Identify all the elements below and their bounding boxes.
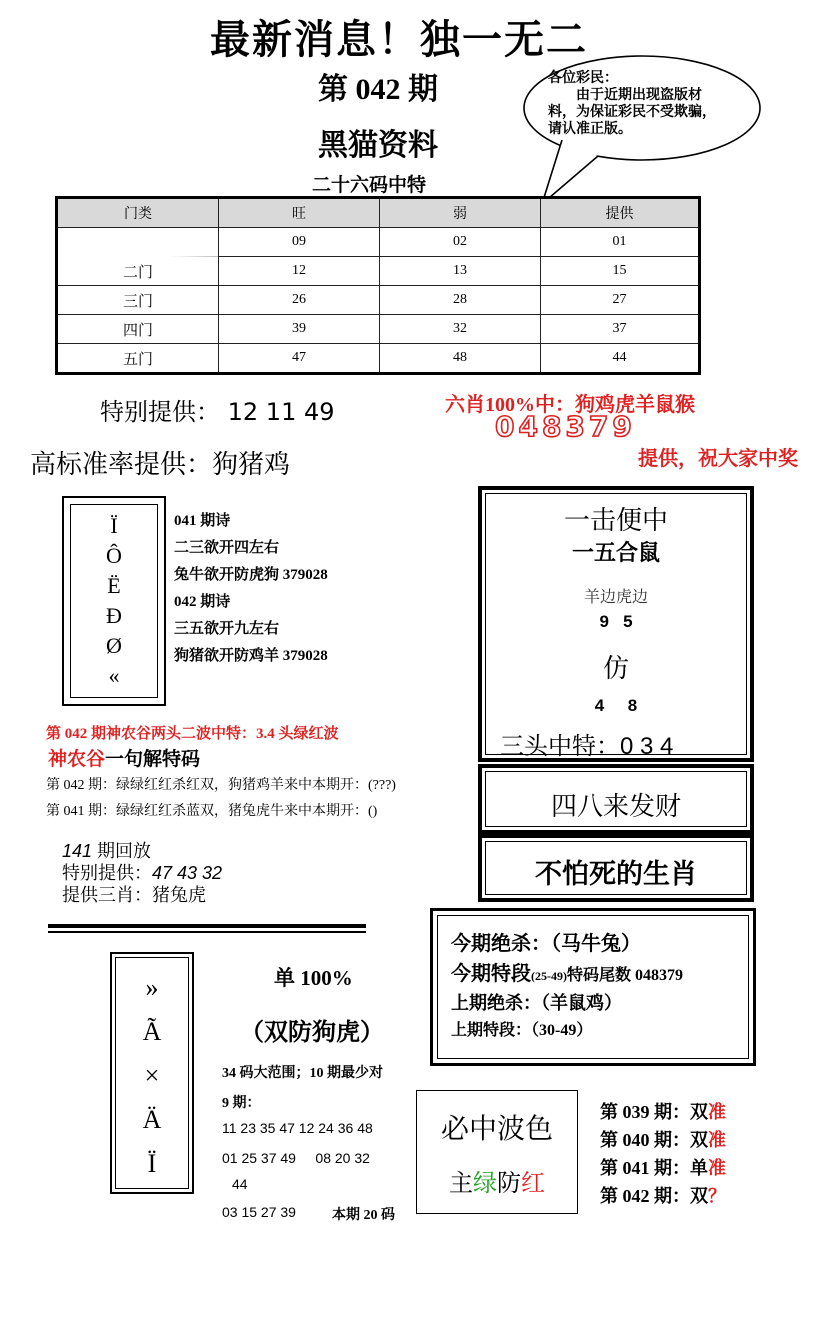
table-cell: 09 [219, 228, 380, 257]
four-eight-box [478, 764, 754, 834]
table-header-row [57, 198, 700, 228]
hit-three-head: 三头中特：0 3 4 [500, 733, 674, 760]
kill-line: 今期绝杀：（马牛兔） [451, 933, 641, 955]
no-fear-text: 不怕死的生肖 [535, 859, 697, 889]
table-cell: 32 [380, 315, 541, 344]
glyph-box-inner [70, 504, 158, 698]
wave-red: 红 [521, 1171, 545, 1197]
table-cell: 27 [541, 286, 700, 315]
single-row: 01 25 37 49 08 20 32 [222, 1150, 370, 1166]
row-label: 四门 [57, 315, 219, 344]
single-row-tail: 本期 20 码 [332, 1208, 395, 1223]
table-cell: 02 [380, 228, 541, 257]
wave-green: 绿 [473, 1171, 497, 1197]
review-issue: 141 [62, 841, 93, 861]
kill-segment-range: (25-49) [531, 969, 567, 983]
wave-box [416, 1090, 578, 1214]
glyph-char: Ð [106, 603, 122, 628]
glyph-char: » [145, 973, 159, 1002]
six-zodiac-line: 六肖100%中：狗鸡虎羊鼠猴 [445, 394, 695, 416]
table-cell: 13 [380, 257, 541, 286]
history-mark: 准 [708, 1130, 726, 1150]
glyph-box-left-2 [110, 952, 194, 1194]
glyph-char: Ï [147, 1149, 157, 1178]
special-offer: 特别提供： 12 11 49 [100, 398, 335, 426]
glyph-box-left [62, 496, 166, 706]
shennong-title: 第 042 期神农谷两头二波中特：3.4 头绿红波 [46, 726, 339, 742]
smudge-overlay [58, 228, 218, 264]
poem-line: 兔牛欲开防虎狗 379028 [174, 567, 328, 583]
table-header: 弱 [380, 198, 541, 228]
hit-nums1: 9 5 [599, 612, 633, 631]
hit-side: 羊边虎边 [583, 589, 648, 606]
history-label: 第 039 期：双 [600, 1102, 708, 1122]
wave-fang: 防 [497, 1171, 521, 1197]
table-header: 旺 [219, 198, 380, 228]
single-row: 11 23 35 47 12 24 36 48 [222, 1120, 373, 1136]
glyph-char: Ä [142, 1105, 162, 1134]
row-label: 五门 [57, 344, 219, 374]
history-item [600, 1182, 726, 1208]
row-label: 三门 [57, 286, 219, 315]
table-caption: 二十六码中特 [312, 175, 427, 196]
row-label: 二门 [57, 257, 219, 286]
single-row: 03 15 27 39 [222, 1204, 296, 1220]
glyph-char: × [144, 1061, 160, 1090]
glyph-char: « [108, 663, 120, 688]
kill-line [451, 957, 683, 986]
history-mark: 准 [708, 1158, 726, 1178]
wave-title: 必中波色 [440, 1114, 553, 1145]
poem-line: 041 期诗 [174, 513, 231, 529]
kill-box [430, 908, 756, 1066]
six-digits: 048379 [495, 410, 636, 443]
shennong-subtitle [48, 744, 200, 771]
kill-line: 上期绝杀：（羊鼠鸡） [451, 993, 622, 1013]
poem-line: 二三欲开四左右 [174, 540, 280, 556]
table-cell: 28 [380, 286, 541, 315]
wave-main: 主 [449, 1171, 473, 1197]
shennong-line: 第 042 期：绿绿红红杀红双，狗猪鸡羊来中本期开：(???) [46, 778, 396, 793]
history-label: 第 041 期：单 [600, 1158, 708, 1178]
table-cell: 48 [380, 344, 541, 374]
history-mark: 准 [708, 1102, 726, 1122]
main-table [55, 196, 701, 375]
divider-thick [48, 924, 366, 928]
single-title: 单 100% [274, 966, 353, 990]
history-item [600, 1154, 726, 1180]
history-item [600, 1098, 726, 1124]
kill-line: 上期特段：（30-49） [451, 1022, 593, 1039]
glyph-char: Ã [142, 1017, 162, 1046]
table-cell: 37 [541, 315, 700, 344]
hit-title: 一击便中 [563, 506, 668, 535]
glyph-char: Ë [107, 573, 121, 598]
poem-line: 狗猪欲开防鸡羊 379028 [174, 648, 328, 664]
table-cell: 26 [219, 286, 380, 315]
table-header: 门类 [57, 198, 219, 228]
table-cell: 15 [541, 257, 700, 286]
hit-fang: 仿 [602, 654, 629, 683]
review-three: 提供三肖：猪兔虎 [62, 885, 206, 905]
shennong-line: 第 041 期：绿绿红红杀蓝双，猪兔虎牛来中本期开：() [46, 804, 378, 819]
hit-box [478, 486, 754, 762]
table-cell: 44 [541, 344, 700, 374]
wave-line [417, 1163, 577, 1198]
history-mark: ？ [708, 1186, 726, 1206]
table-cell: 12 [219, 257, 380, 286]
table-row [57, 344, 700, 374]
divider-thin [48, 931, 366, 933]
table-header: 提供 [541, 198, 700, 228]
best-wish: 提供，祝大家中奖 [638, 448, 798, 470]
history-label: 第 042 期：双 [600, 1186, 708, 1206]
kill-segment-label: 今期特段 [451, 963, 531, 985]
table-cell: 47 [219, 344, 380, 374]
review-special-label: 特别提供： [62, 863, 152, 883]
table-cell: 01 [541, 228, 700, 257]
issue-title: 第 042 期 [318, 73, 438, 106]
poem-line: 三五欲开九左右 [174, 621, 280, 637]
no-fear-box [478, 834, 754, 902]
history-label: 第 040 期：双 [600, 1130, 708, 1150]
table-row [57, 286, 700, 315]
poem-line: 042 期诗 [174, 594, 231, 610]
document-title: 黑猫资料 [318, 129, 438, 162]
table-row [57, 315, 700, 344]
shennong-sub-black: 一句解特码 [105, 749, 201, 770]
table-cell: 39 [219, 315, 380, 344]
review-issue-suffix: 期回放 [92, 841, 152, 861]
glyph-char: Ô [106, 543, 122, 568]
history-item [600, 1126, 726, 1152]
hit-subtitle: 一五合鼠 [571, 540, 660, 565]
review-special-nums: 47 43 32 [152, 863, 223, 883]
hit-nums2: 4 8 [594, 696, 638, 715]
bubble-greeting: 各位彩民： [548, 71, 618, 86]
single-row: 44 [232, 1176, 248, 1192]
kill-segment-tail: 特码尾数 048379 [567, 967, 684, 984]
single-nine: 9 期： [222, 1096, 261, 1111]
glyph-char: Ø [106, 633, 122, 658]
shennong-sub-red: 神农谷 [48, 749, 106, 770]
glyph-char: Ï [110, 513, 118, 538]
bubble-body: 由于近期出现盗版材料，为保证彩民不受欺骗，请认准正版。 [548, 88, 716, 137]
headline: 最新消息！独一无二 [210, 17, 588, 62]
single-guard: （双防狗虎） [240, 1020, 384, 1046]
review-block [62, 840, 222, 906]
single-range: 34 码大范围；10 期最少对 [222, 1066, 383, 1081]
bubble-text [548, 70, 728, 155]
four-eight-text: 四八来发财 [550, 791, 681, 821]
high-rate-offer: 高标准率提供：狗猪鸡 [30, 450, 291, 480]
